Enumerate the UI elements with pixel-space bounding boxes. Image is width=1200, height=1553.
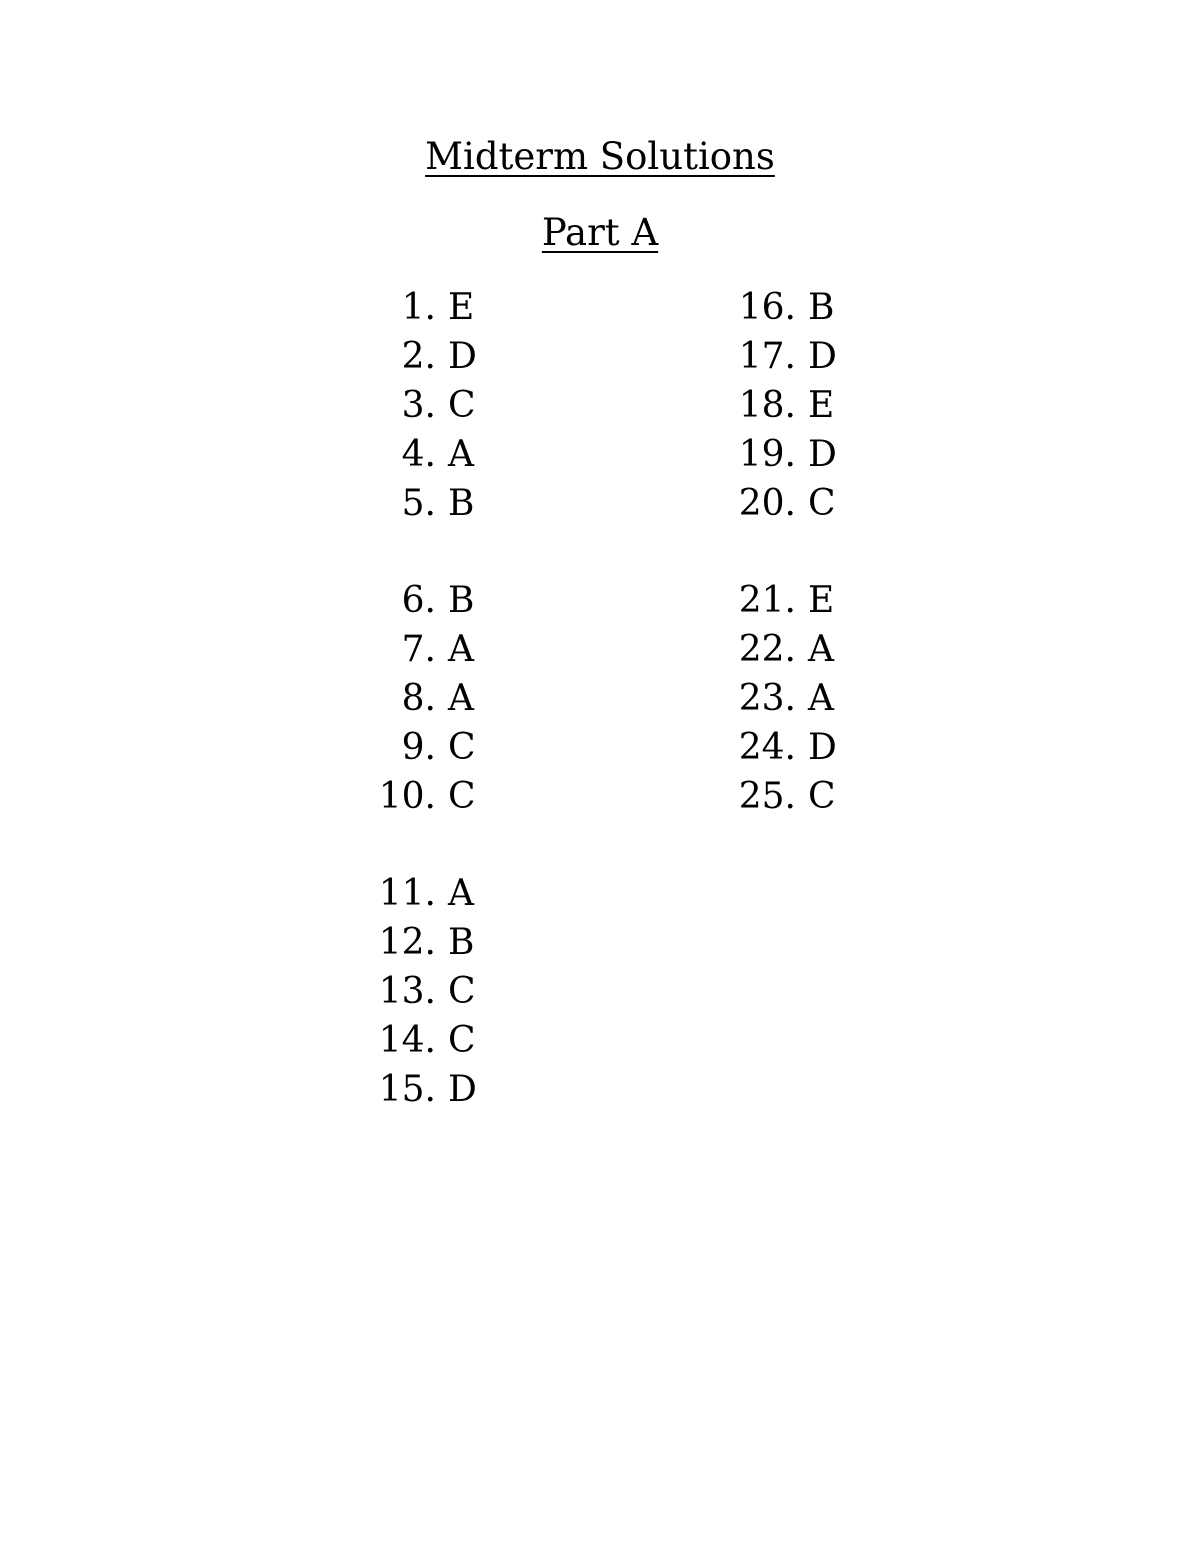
answer-item [330, 918, 488, 967]
question-number: 7. [401, 628, 436, 670]
question-number: 25. [738, 775, 796, 817]
answer-item [690, 283, 848, 332]
answer-letter: B [448, 921, 475, 963]
answer-item [330, 479, 488, 528]
question-number: 21. [738, 579, 796, 621]
answer-letter: C [808, 775, 836, 817]
question-number: 12. [378, 921, 436, 963]
answer-letter: D [448, 335, 477, 377]
question-number: 16. [738, 286, 796, 328]
question-number: 13. [378, 970, 436, 1012]
answer-group [690, 576, 848, 821]
answer-item [330, 332, 488, 381]
answer-item [690, 772, 848, 821]
answer-letter: A [808, 677, 834, 719]
answer-item [690, 576, 848, 625]
answer-letter: A [448, 433, 474, 475]
answer-letter: A [448, 677, 474, 719]
answer-letter: B [448, 482, 475, 524]
answer-item [690, 430, 848, 479]
answer-group [330, 576, 488, 821]
answer-group [330, 869, 488, 1114]
answer-item [330, 625, 488, 674]
question-number: 17. [738, 335, 796, 377]
question-number: 24. [738, 726, 796, 768]
answer-item [330, 1065, 488, 1114]
question-number: 4. [401, 433, 436, 475]
question-number: 20. [738, 482, 796, 524]
answer-item [330, 576, 488, 625]
section-title-wrapper [0, 211, 1200, 254]
answer-item [330, 430, 488, 479]
answer-item [330, 1016, 488, 1065]
question-number: 14. [378, 1019, 436, 1061]
answer-item [330, 967, 488, 1016]
question-number: 22. [738, 628, 796, 670]
answer-group [330, 283, 488, 528]
question-number: 8. [401, 677, 436, 719]
answer-item [690, 332, 848, 381]
question-number: 9. [401, 726, 436, 768]
answer-letter: E [808, 384, 835, 426]
answer-group [690, 283, 848, 528]
answer-column-left [330, 283, 488, 1162]
answer-item [330, 381, 488, 430]
answer-item [690, 625, 848, 674]
answer-letter: C [448, 970, 476, 1012]
answer-letter: D [808, 726, 837, 768]
question-number: 2. [401, 335, 436, 377]
question-number: 18. [738, 384, 796, 426]
answer-letter: B [808, 286, 835, 328]
answer-item [690, 723, 848, 772]
answer-column-right [690, 283, 848, 869]
section-title: Part A [541, 211, 659, 254]
answer-item [330, 283, 488, 332]
answer-item [690, 674, 848, 723]
answer-letter: A [448, 628, 474, 670]
answer-letter: C [448, 1019, 476, 1061]
answer-letter: C [448, 775, 476, 817]
answer-letter: E [808, 579, 835, 621]
question-number: 6. [401, 579, 436, 621]
answer-letter: D [808, 335, 837, 377]
document-title: Midterm Solutions [425, 135, 775, 178]
question-number: 19. [738, 433, 796, 475]
answer-item [330, 869, 488, 918]
answer-item [330, 674, 488, 723]
answer-letter: D [448, 1068, 477, 1110]
answer-letter: C [448, 384, 476, 426]
question-number: 1. [401, 286, 436, 328]
answer-letter: A [448, 872, 474, 914]
answer-item [330, 772, 488, 821]
question-number: 5. [401, 482, 436, 524]
question-number: 3. [401, 384, 436, 426]
answer-item [690, 479, 848, 528]
answer-item [330, 723, 488, 772]
answer-letter: C [448, 726, 476, 768]
answer-letter: C [808, 482, 836, 524]
question-number: 23. [738, 677, 796, 719]
answer-letter: A [808, 628, 834, 670]
question-number: 15. [378, 1068, 436, 1110]
answer-letter: D [808, 433, 837, 475]
answer-item [690, 381, 848, 430]
question-number: 11. [378, 872, 436, 914]
answer-letter: B [448, 579, 475, 621]
answer-letter: E [448, 286, 475, 328]
document-title-wrapper [0, 135, 1200, 178]
question-number: 10. [378, 775, 436, 817]
